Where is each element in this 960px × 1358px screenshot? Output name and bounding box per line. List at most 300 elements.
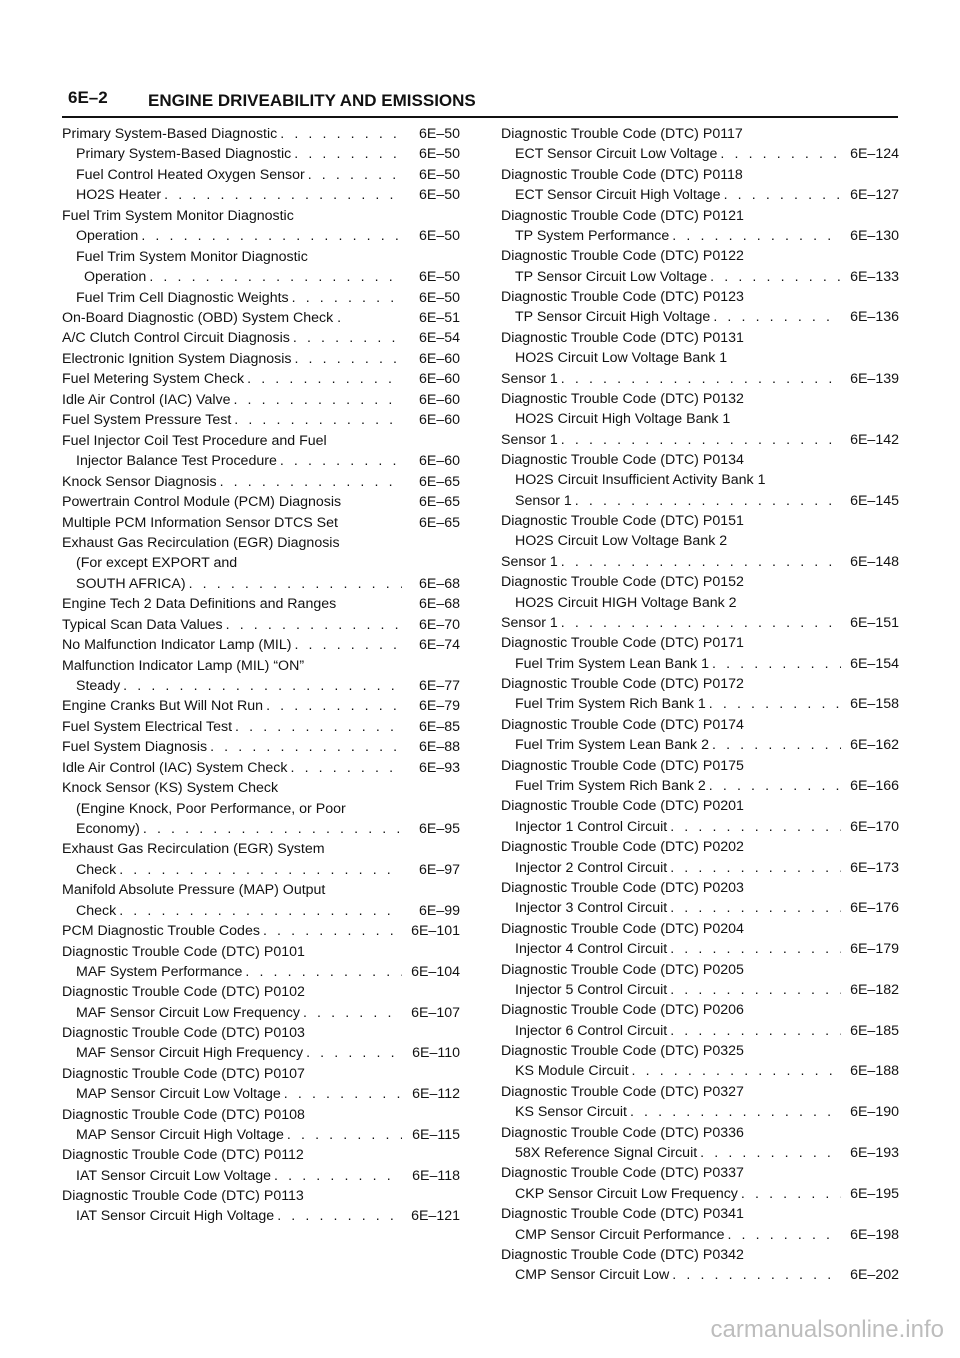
toc-entry[interactable]: [501, 1245, 899, 1286]
toc-entry-title: Fuel System Electrical Test: [62, 718, 233, 735]
leader-dots: [667, 858, 841, 878]
leader-dots: [120, 676, 402, 696]
leader-dots: [667, 939, 841, 959]
toc-entry-page: 6E–133: [850, 268, 899, 285]
toc-entry[interactable]: [501, 960, 899, 1001]
leader-dots: [223, 615, 402, 635]
toc-entry-title: Injector 2 Control Circuit: [515, 859, 668, 876]
toc-entry-title-line: Malfunction Indicator Lamp (MIL) “ON”: [62, 657, 305, 674]
toc-entry-title-line: Exhaust Gas Recirculation (EGR) System: [62, 841, 325, 858]
toc-entry[interactable]: [62, 328, 460, 348]
toc-entry-title: Fuel System Pressure Test: [62, 412, 232, 429]
leader-dots: [288, 758, 403, 778]
toc-entry[interactable]: [62, 533, 460, 594]
toc-entry-page: 6E–54: [418, 330, 460, 347]
toc-entry-page: 6E–107: [411, 1004, 460, 1021]
toc-entry-page: 6E–148: [850, 553, 899, 570]
toc-entry[interactable]: [62, 982, 460, 1023]
toc-entry[interactable]: [62, 778, 460, 839]
toc-entry[interactable]: [501, 633, 899, 674]
toc-entry-title: Fuel Trim System Lean Bank 1: [515, 655, 709, 672]
toc-entry-page: 6E–104: [411, 963, 460, 980]
toc-entry-title-line: Diagnostic Trouble Code (DTC) P0101: [62, 943, 305, 960]
toc-entry-title: KS Module Circuit: [515, 1063, 629, 1080]
toc-entry-page: 6E–68: [418, 575, 460, 592]
toc-entry[interactable]: [501, 837, 899, 878]
toc-entry-page: 6E–118: [412, 1167, 460, 1184]
toc-entry[interactable]: [501, 1123, 899, 1164]
leader-dots: [217, 472, 402, 492]
toc-entry-title-line: Diagnostic Trouble Code (DTC) P0175: [501, 757, 744, 774]
toc-entry-title: Electronic Ignition System Diagnosis: [62, 350, 292, 367]
toc-entry-title: Sensor 1: [501, 614, 558, 631]
toc-entry-page: 6E–60: [418, 412, 460, 429]
toc-entry-title: Sensor 1: [501, 370, 558, 387]
toc-entry-page: 6E–50: [418, 146, 460, 163]
toc-entry-page: 6E–158: [850, 696, 899, 713]
toc-entry-title-line: Knock Sensor (KS) System Check: [62, 780, 279, 797]
toc-entry-title: Operation: [84, 269, 147, 286]
toc-entry[interactable]: [62, 696, 460, 716]
toc-entry-title: Check: [76, 861, 117, 878]
toc-entry-title: Fuel System Diagnosis: [62, 739, 208, 756]
leader-dots: [697, 1143, 841, 1163]
toc-entry-title-line: Diagnostic Trouble Code (DTC) P0108: [62, 1106, 305, 1123]
leader-dots: [738, 1184, 841, 1204]
toc-entry-page: 6E–190: [850, 1104, 899, 1121]
toc-entry-title: TP Sensor Circuit Low Voltage: [515, 268, 708, 285]
toc-entry-title: Knock Sensor Diagnosis: [62, 473, 217, 490]
toc-entry-title: HO2S Heater: [76, 187, 162, 204]
leader-dots: [709, 654, 841, 674]
toc-entry-title-line: Diagnostic Trouble Code (DTC) P0203: [501, 879, 744, 896]
toc-entry-page: 6E–50: [418, 289, 460, 306]
toc-entry-title-line: Fuel Trim System Monitor Diagnostic: [76, 248, 308, 265]
leader-dots: [667, 980, 841, 1000]
toc-entry-page: 6E–173: [850, 859, 899, 876]
toc-entry-title-line: Diagnostic Trouble Code (DTC) P0171: [501, 635, 744, 652]
leader-dots: [289, 288, 402, 308]
leader-dots: [667, 817, 841, 837]
toc-entry-title: A/C Clutch Control Circuit Diagnosis: [62, 330, 290, 347]
toc-entry-page: 6E–68: [418, 596, 460, 613]
toc-entry[interactable]: [501, 389, 899, 450]
toc-entry-title-line: Exhaust Gas Recirculation (EGR) Diagnosis: [62, 535, 340, 552]
toc-entry[interactable]: [501, 572, 899, 633]
toc-entry-page: 6E–188: [850, 1063, 899, 1080]
toc-entry-title-line: Diagnostic Trouble Code (DTC) P0103: [62, 1025, 305, 1042]
header-rule: [62, 116, 898, 118]
toc-entry[interactable]: [62, 472, 460, 492]
toc-entry-page: 6E–182: [850, 981, 899, 998]
toc-entry-page: 6E–79: [418, 698, 460, 715]
leader-dots: [260, 921, 402, 941]
leader-dots: [706, 694, 841, 714]
toc-entry-page: 6E–85: [418, 718, 460, 735]
toc-entry-title-line: Diagnostic Trouble Code (DTC) P0201: [501, 798, 744, 815]
toc-entry-page: 6E–121: [411, 1208, 460, 1225]
toc-entry-title-line: Diagnostic Trouble Code (DTC) P0336: [501, 1124, 744, 1141]
toc-entry-title-line: Diagnostic Trouble Code (DTC) P0341: [501, 1206, 744, 1223]
toc-entry-title-line: Diagnostic Trouble Code (DTC) P0113: [62, 1188, 304, 1205]
toc-entry[interactable]: [501, 1041, 899, 1082]
toc-entry[interactable]: [62, 390, 460, 410]
toc-entry[interactable]: [62, 758, 460, 778]
leader-dots: [724, 1225, 841, 1245]
leader-dots: [231, 410, 402, 430]
toc-entry-title-line: Diagnostic Trouble Code (DTC) P0121: [501, 207, 744, 224]
leader-dots: [300, 1003, 402, 1023]
toc-entry-page: 6E–130: [850, 227, 899, 244]
leader-dots: [709, 735, 841, 755]
leader-dots: [558, 552, 841, 572]
toc-entry[interactable]: [62, 349, 460, 369]
toc-entry[interactable]: [62, 165, 460, 185]
toc-entry-page: 6E–136: [850, 309, 899, 326]
toc-entry[interactable]: [62, 288, 460, 308]
toc-entry[interactable]: [62, 717, 460, 737]
toc-entry-page: 6E–127: [850, 187, 899, 204]
toc-entry-title: MAF Sensor Circuit Low Frequency: [76, 1004, 300, 1021]
toc-entry-title: Sensor 1: [515, 492, 572, 509]
leader-dots: [710, 307, 841, 327]
toc-entry-title-line: Diagnostic Trouble Code (DTC) P0152: [501, 574, 744, 591]
toc-entry[interactable]: [501, 1000, 899, 1041]
toc-entry-title-line: HO2S Circuit HIGH Voltage Bank 2: [515, 594, 737, 611]
toc-entry-title: MAP Sensor Circuit High Voltage: [76, 1126, 284, 1143]
toc-entry-page: 6E–176: [850, 900, 899, 917]
leader-dots: [146, 267, 402, 287]
toc-entry-title-line: Diagnostic Trouble Code (DTC) P0174: [501, 716, 744, 733]
page-number: 6E–2: [68, 88, 108, 107]
toc-entry-page: 6E–95: [418, 820, 460, 837]
toc-entry-title: KS Sensor Circuit: [515, 1104, 627, 1121]
toc-entry[interactable]: [62, 124, 460, 144]
toc-entry-title: Injector 4 Control Circuit: [515, 941, 668, 958]
toc-entry-page: 6E–74: [418, 637, 460, 654]
toc-entry-page: 6E–162: [850, 737, 899, 754]
leader-dots: [140, 819, 402, 839]
leader-dots: [263, 696, 402, 716]
toc-entry[interactable]: [501, 450, 899, 511]
toc-entry-title: Fuel Trim System Rich Bank 1: [515, 696, 706, 713]
toc-entry-title: IAT Sensor Circuit Low Voltage: [76, 1167, 272, 1184]
toc-entry-title: Operation: [76, 228, 139, 245]
toc-entry[interactable]: [62, 1186, 460, 1227]
toc-entry[interactable]: [62, 880, 460, 921]
toc-entry-page: 6E–60: [418, 350, 460, 367]
leader-dots: [558, 369, 841, 389]
toc-entry-title: Injector 1 Control Circuit: [515, 818, 668, 835]
toc-entry[interactable]: [62, 594, 460, 614]
toc-entry-title: TP Sensor Circuit High Voltage: [515, 309, 711, 326]
toc-entry-title-line: Diagnostic Trouble Code (DTC) P0112: [62, 1147, 304, 1164]
toc-entry-page: 6E–50: [418, 126, 460, 142]
leader-dots: [277, 124, 402, 144]
toc-entry-page: 6E–195: [850, 1185, 899, 1202]
leader-dots: [284, 1125, 402, 1145]
toc-entry-title: Fuel Trim Cell Diagnostic Weights: [76, 289, 289, 306]
leader-dots: [717, 144, 841, 164]
toc-entry[interactable]: [62, 942, 460, 983]
toc-entry-page: 6E–65: [418, 514, 460, 531]
toc-entry-title: IAT Sensor Circuit High Voltage: [76, 1208, 275, 1225]
toc-entry-title-line: Diagnostic Trouble Code (DTC) P0107: [62, 1065, 305, 1082]
toc-entry[interactable]: [501, 246, 899, 287]
toc-entry-page: 6E–110: [412, 1045, 460, 1062]
toc-entry-page: 6E–50: [418, 269, 460, 286]
toc-entry-page: 6E–97: [418, 861, 460, 878]
toc-entry[interactable]: [62, 1064, 460, 1105]
toc-entry[interactable]: [62, 206, 460, 247]
toc-entry[interactable]: [501, 796, 899, 837]
toc-entry-page: 6E–65: [418, 494, 460, 511]
leader-dots: [667, 898, 841, 918]
toc-entry-title: SOUTH AFRICA): [76, 575, 186, 592]
toc-entry[interactable]: [62, 615, 460, 635]
toc-entry-title: Fuel Control Heated Oxygen Sensor: [76, 166, 305, 183]
toc-entry-page: 6E–93: [418, 759, 460, 776]
leader-dots: [629, 1061, 841, 1081]
toc-entry-title: Idle Air Control (IAC) Valve: [62, 391, 231, 408]
toc-entry-title-line: Diagnostic Trouble Code (DTC) P0337: [501, 1165, 744, 1182]
toc-entry-title-line: Diagnostic Trouble Code (DTC) P0122: [501, 248, 744, 265]
leader-dots: [558, 430, 841, 450]
leader-dots: [572, 491, 841, 511]
leader-dots: [274, 1206, 402, 1226]
toc-entry-title: Multiple PCM Information Sensor DTCS Set: [62, 514, 338, 531]
toc-entry-title-line: Diagnostic Trouble Code (DTC) P0117: [501, 126, 743, 142]
leader-dots: [627, 1102, 841, 1122]
toc-column-right: [501, 124, 899, 1286]
leader-dots: [186, 574, 402, 594]
toc-entry-title: Typical Scan Data Values: [62, 616, 223, 633]
toc-entry-title-line: Diagnostic Trouble Code (DTC) P0327: [501, 1083, 744, 1100]
toc-entry-page: 6E–154: [850, 655, 899, 672]
toc-entry[interactable]: [62, 492, 460, 512]
leader-dots: [281, 1084, 402, 1104]
toc-column-left: [62, 124, 460, 1227]
toc-entry[interactable]: [501, 165, 899, 206]
leader-dots: [707, 267, 841, 287]
toc-entry[interactable]: [62, 1105, 460, 1146]
toc-entry-title: Primary System-Based Diagnostic: [76, 146, 292, 163]
toc-entry-page: 6E–88: [418, 739, 460, 756]
leader-dots: [291, 144, 402, 164]
page-title: ENGINE DRIVEABILITY AND EMISSIONS: [148, 91, 476, 110]
leader-dots: [138, 226, 402, 246]
leader-dots: [230, 390, 402, 410]
toc-entry-page: 6E–65: [418, 473, 460, 490]
toc-entry-page: 6E–60: [418, 453, 460, 470]
toc-entry-title: MAP Sensor Circuit Low Voltage: [76, 1086, 281, 1103]
toc-entry-title-line: HO2S Circuit Low Voltage Bank 2: [515, 533, 728, 550]
watermark-text: carmanualsonline.info: [710, 1316, 944, 1343]
toc-entry-page: 6E–115: [412, 1126, 460, 1143]
toc-entry[interactable]: [501, 674, 899, 715]
toc-entry-title: 58X Reference Signal Circuit: [515, 1144, 698, 1161]
toc-entry-page: 6E–101: [411, 923, 460, 940]
toc-entry-title: Fuel Trim System Lean Bank 2: [515, 737, 709, 754]
toc-entry-page: 6E–50: [418, 187, 460, 204]
toc-entry-title: Primary System-Based Diagnostic: [62, 126, 278, 142]
toc-entry-title: On-Board Diagnostic (OBD) System Check .: [62, 309, 342, 326]
toc-entry-page: 6E–142: [850, 431, 899, 448]
toc-entry[interactable]: [62, 1145, 460, 1186]
toc-entry[interactable]: [501, 1163, 899, 1204]
toc-entry-title: Economy): [76, 820, 140, 837]
toc-entry-title: Fuel Trim System Rich Bank 2: [515, 777, 706, 794]
toc-entry[interactable]: [501, 206, 899, 247]
toc-entry-title-line: Diagnostic Trouble Code (DTC) P0204: [501, 920, 744, 937]
toc-entry[interactable]: [62, 656, 460, 697]
leader-dots: [116, 860, 402, 880]
toc-entry-page: 6E–202: [850, 1267, 899, 1284]
leader-dots: [558, 613, 841, 633]
leader-dots: [161, 185, 402, 205]
toc-entry[interactable]: [501, 1204, 899, 1245]
toc-entry-title-line: Diagnostic Trouble Code (DTC) P0134: [501, 452, 744, 469]
leader-dots: [290, 328, 402, 348]
toc-entry-page: 6E–185: [850, 1022, 899, 1039]
toc-entry[interactable]: [62, 839, 460, 880]
toc-entry[interactable]: [62, 635, 460, 655]
toc-entry-title: CKP Sensor Circuit Low Frequency: [515, 1185, 738, 1202]
leader-dots: [277, 451, 402, 471]
toc-entry-page: 6E–99: [418, 902, 460, 919]
leader-dots: [669, 1265, 841, 1285]
toc-entry-title: PCM Diagnostic Trouble Codes: [62, 923, 260, 940]
toc-entry-title: Idle Air Control (IAC) System Check: [62, 759, 288, 776]
toc-entry-title-line: Diagnostic Trouble Code (DTC) P0325: [501, 1043, 744, 1060]
toc-entry-page: 6E–193: [850, 1144, 899, 1161]
toc-entry-title: Steady: [76, 677, 121, 694]
toc-entry-title: MAF Sensor Circuit High Frequency: [76, 1045, 304, 1062]
toc-entry-title: Injector 6 Control Circuit: [515, 1022, 668, 1039]
toc-entry-title-line: Fuel Trim System Monitor Diagnostic: [62, 207, 294, 224]
toc-entry-page: 6E–166: [850, 777, 899, 794]
toc-entry[interactable]: [62, 431, 460, 472]
leader-dots: [232, 717, 402, 737]
toc-entry-title: Sensor 1: [501, 553, 558, 570]
toc-entry-title: CMP Sensor Circuit Performance: [515, 1226, 725, 1243]
toc-entry[interactable]: [501, 328, 899, 389]
toc-entry-title-line: HO2S Circuit High Voltage Bank 1: [515, 411, 731, 428]
toc-entry-title: Engine Cranks But Will Not Run: [62, 698, 264, 715]
toc-entry[interactable]: [62, 308, 460, 328]
leader-dots: [667, 1021, 841, 1041]
toc-entry-title-line: Diagnostic Trouble Code (DTC) P0342: [501, 1247, 744, 1264]
leader-dots: [116, 901, 402, 921]
leader-dots: [291, 349, 402, 369]
leader-dots: [244, 369, 402, 389]
toc-entry[interactable]: [501, 287, 899, 328]
toc-entry-page: 6E–50: [418, 228, 460, 245]
toc-entry-title: Injector 3 Control Circuit: [515, 900, 668, 917]
toc-entry[interactable]: [62, 410, 460, 430]
toc-entry-page: 6E–170: [850, 818, 899, 835]
toc-entry-page: 6E–112: [412, 1086, 460, 1103]
leader-dots: [207, 737, 402, 757]
toc-entry[interactable]: [62, 737, 460, 757]
toc-entry[interactable]: [62, 513, 460, 533]
toc-entry[interactable]: [62, 921, 460, 941]
toc-entry[interactable]: [501, 511, 899, 572]
leader-dots: [706, 776, 841, 796]
toc-entry[interactable]: [501, 1082, 899, 1123]
toc-entry-title-line: Fuel Injector Coil Test Procedure and Fuel: [62, 432, 327, 449]
leader-dots: [669, 226, 841, 246]
toc-entry-page: 6E–179: [850, 941, 899, 958]
toc-entry-page: 6E–151: [850, 614, 899, 631]
leader-dots: [305, 165, 402, 185]
toc-entry-title: Fuel Metering System Check: [62, 371, 245, 388]
toc-entry[interactable]: [62, 247, 460, 288]
toc-entry[interactable]: [501, 756, 899, 797]
toc-entry[interactable]: [62, 369, 460, 389]
toc-entry-page: 6E–60: [418, 371, 460, 388]
toc-entry[interactable]: [501, 715, 899, 756]
toc-entry-title: Powertrain Control Module (PCM) Diagnosis: [62, 494, 342, 511]
toc-entry-title: No Malfunction Indicator Lamp (MIL): [62, 637, 292, 654]
toc-entry-title-line: Manifold Absolute Pressure (MAP) Output: [62, 882, 326, 899]
toc-entry-title: ECT Sensor Circuit Low Voltage: [515, 146, 718, 163]
toc-entry[interactable]: [501, 919, 899, 960]
toc-entry-title-line: Diagnostic Trouble Code (DTC) P0102: [62, 984, 305, 1001]
toc-entry-title-line: HO2S Circuit Low Voltage Bank 1: [515, 350, 728, 367]
toc-entry-title-line: Diagnostic Trouble Code (DTC) P0206: [501, 1002, 744, 1019]
toc-entry-title-line: Diagnostic Trouble Code (DTC) P0205: [501, 961, 744, 978]
toc-entry-page: 6E–145: [850, 492, 899, 509]
toc-entry-page: 6E–70: [418, 616, 460, 633]
toc-entry-title: MAF System Performance: [76, 963, 243, 980]
toc-entry-page: 6E–50: [418, 166, 460, 183]
toc-entry[interactable]: [62, 185, 460, 205]
leader-dots: [242, 962, 402, 982]
toc-entry[interactable]: [501, 124, 899, 165]
toc-entry-title-line: Diagnostic Trouble Code (DTC) P0151: [501, 513, 744, 530]
toc-entry-title-line: Diagnostic Trouble Code (DTC) P0172: [501, 676, 744, 693]
toc-entry-title-line: HO2S Circuit Insufficient Activity Bank 1: [515, 472, 766, 489]
toc-entry-title-line: (For except EXPORT and: [76, 555, 238, 572]
toc-entry-title: Check: [76, 902, 117, 919]
toc-entry[interactable]: [501, 878, 899, 919]
leader-dots: [291, 635, 402, 655]
toc-entry-title-line: Diagnostic Trouble Code (DTC) P0123: [501, 289, 744, 306]
leader-dots: [271, 1166, 402, 1186]
toc-entry[interactable]: [62, 1023, 460, 1064]
toc-entry-page: 6E–51: [418, 309, 460, 326]
toc-entry-title-line: Diagnostic Trouble Code (DTC) P0202: [501, 839, 744, 856]
toc-entry-title: Sensor 1: [501, 431, 558, 448]
toc-entry-title-line: Diagnostic Trouble Code (DTC) P0118: [501, 166, 743, 183]
toc-entry-page: 6E–77: [418, 677, 460, 694]
toc-entry-title: Injector Balance Test Procedure: [76, 453, 277, 470]
toc-entry-page: 6E–124: [850, 146, 899, 163]
leader-dots: [721, 185, 841, 205]
toc-entry-title: Injector 5 Control Circuit: [515, 981, 668, 998]
toc-entry[interactable]: [62, 144, 460, 164]
toc-entry-page: 6E–139: [850, 370, 899, 387]
toc-entry-title: Engine Tech 2 Data Definitions and Ranges: [62, 596, 337, 613]
leader-dots: [303, 1043, 402, 1063]
toc-entry-title: TP System Performance: [515, 227, 670, 244]
toc-entry-title-line: (Engine Knock, Poor Performance, or Poor: [76, 800, 346, 817]
toc-entry-title: ECT Sensor Circuit High Voltage: [515, 187, 721, 204]
toc-entry-title: CMP Sensor Circuit Low: [515, 1267, 670, 1284]
toc-entry-page: 6E–198: [850, 1226, 899, 1243]
toc-entry-title-line: Diagnostic Trouble Code (DTC) P0131: [501, 329, 744, 346]
